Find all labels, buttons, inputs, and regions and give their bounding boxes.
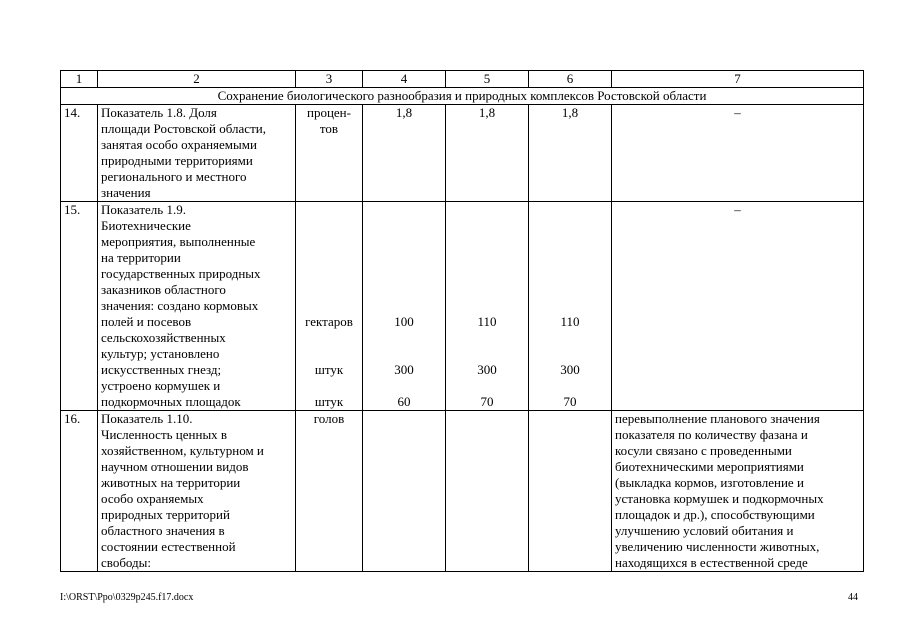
table-row — [61, 411, 864, 572]
header-cell: 4 — [363, 71, 446, 88]
header-cell: 7 — [612, 71, 864, 88]
header-cell: 3 — [296, 71, 363, 88]
value-col5 — [446, 411, 529, 572]
note-cell: – — [612, 105, 864, 202]
indicators-table — [60, 70, 864, 572]
value-col6 — [529, 411, 612, 572]
value-col6: 110 300 70 — [529, 202, 612, 411]
section-title: Сохранение биологического разнообразия и природных комплексов Ростовской области — [61, 88, 864, 105]
value-col5: 1,8 — [446, 105, 529, 202]
unit-cell: процен- тов — [296, 105, 363, 202]
note-cell: перевыполнение планового значения показателя по количеству фазана и косули связано с проведенными биотехническими мероприятиями (выкладка кормов, изготовление и установка кормушек и подкормочных площадок и др.), способствующими улучшению условий обитания и увеличению численности животных, находящихся в естественной среде — [612, 411, 864, 572]
table-row — [61, 202, 864, 411]
header-cell: 2 — [98, 71, 296, 88]
indicator-description: Показатель 1.8. Доля площади Ростовской области, занятая особо охраняемыми природными территориями регионального и местного значения — [98, 105, 296, 202]
header-cell: 5 — [446, 71, 529, 88]
unit-cell: голов — [296, 411, 363, 572]
value-col4: 100 300 60 — [363, 202, 446, 411]
note-cell: – — [612, 202, 864, 411]
section-row — [61, 88, 864, 105]
page-number: 44 — [848, 592, 858, 603]
header-cell: 1 — [61, 71, 98, 88]
value-col6: 1,8 — [529, 105, 612, 202]
row-number: 14. — [61, 105, 98, 202]
value-col5: 110 300 70 — [446, 202, 529, 411]
header-cell: 6 — [529, 71, 612, 88]
value-col4: 1,8 — [363, 105, 446, 202]
indicator-description: Показатель 1.9. Биотехнические мероприятия, выполненные на территории государственных природных заказников областного значения: создано кормовых полей и посевов сельскохозяйственных культур; установлено искусственных гнезд; устроено кормушек и подкормочных площадок — [98, 202, 296, 411]
row-number: 15. — [61, 202, 98, 411]
footer-file-path: I:\ORST\Ppo\0329p245.f17.docx — [60, 592, 194, 603]
table-header-row — [61, 71, 864, 88]
value-col4 — [363, 411, 446, 572]
unit-cell: гектаров штук штук — [296, 202, 363, 411]
row-number: 16. — [61, 411, 98, 572]
table-row — [61, 105, 864, 202]
indicator-description: Показатель 1.10. Численность ценных в хозяйственном, культурном и научном отношении видов животных на территории особо охраняемых природных территорий областного значения в состоянии естественной свободы: — [98, 411, 296, 572]
